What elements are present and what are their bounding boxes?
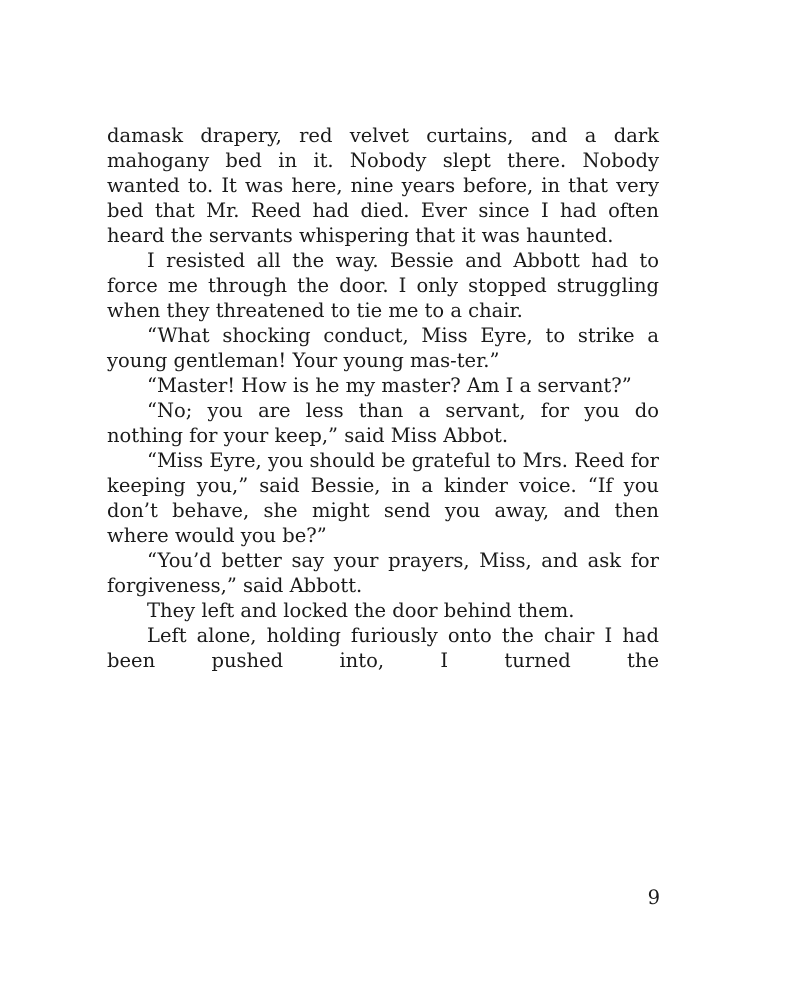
paragraph-1: damask drapery, red velvet curtains, and a dark mahogany bed in it. Nobody slept there. Nobody wanted to. It was here, nine years before, in that very bed that Mr. Reed had died. Ever since I had often heard the servants whispering that it was haunted. <box>107 124 659 247</box>
page-number: 9 <box>647 886 660 909</box>
paragraph-4: “Master! How is he my master? Am I a servant?” <box>147 374 632 397</box>
body-text <box>107 123 659 673</box>
paragraph-2: I resisted all the way. Bessie and Abbott had to force me through the door. I only stopped struggling when they threatened to tie me to a chair. <box>107 249 659 322</box>
paragraph-9: Left alone, holding furiously onto the chair I had been pushed into, I turned the <box>107 624 659 672</box>
paragraph-8: They left and locked the door behind them. <box>147 599 575 622</box>
paragraph-6: “Miss Eyre, you should be grateful to Mrs. Reed for keeping you,” said Bessie, in a kinder voice. “If you don’t behave, she might send you away, and then where would you be?” <box>107 449 659 547</box>
paragraph-3: “What shocking conduct, Miss Eyre, to strike a young gentleman! Your young mas-ter.” <box>107 324 659 372</box>
paragraph-7: “You’d better say your prayers, Miss, and ask for forgiveness,” said Abbott. <box>107 549 659 597</box>
paragraph-5: “No; you are less than a servant, for you do nothing for your keep,” said Miss Abbot. <box>107 399 659 447</box>
